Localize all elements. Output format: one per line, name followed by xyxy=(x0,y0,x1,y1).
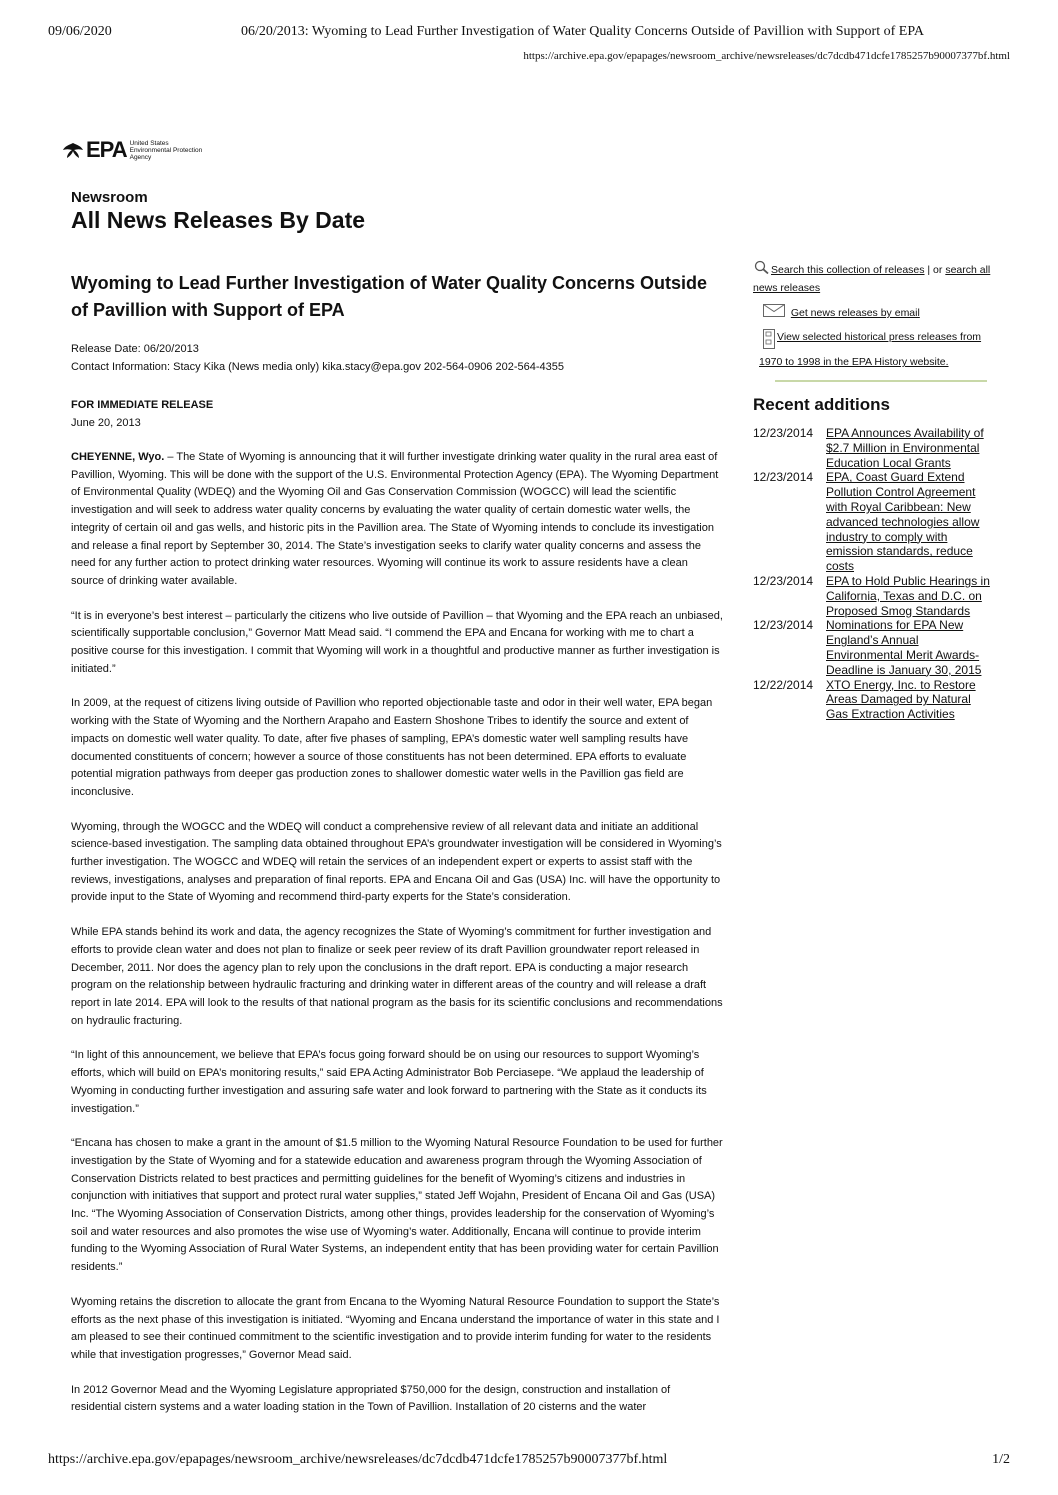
release-label: FOR IMMEDIATE RELEASE xyxy=(71,399,214,411)
page-title: All News Releases By Date xyxy=(71,207,366,233)
article-paragraph: In 2012 Governor Mead and the Wyoming Legislature appropriated $750,000 for the design, construction and installation of residential cistern systems and a water loading station in the Town of Pavillion. Installation of 20 cisterns and the water xyxy=(71,1383,671,1414)
recent-item-link[interactable]: EPA Announces Availability of $2.7 Million in Environmental Education Local Grants xyxy=(826,426,984,470)
recent-item xyxy=(753,574,993,618)
history-releases-link[interactable]: View selected historical press releases from 1970 to 1998 in the EPA History website. xyxy=(759,331,982,368)
logo-agency-name: United States Environmental Protection Agency xyxy=(129,139,203,161)
article-paragraph: “It is in everyone’s best interest – particularly the citizens who live outside of Pavillion – that Wyoming and the EPA reach an unbiased, scientifically supportable conclusion,” Governor Matt Mead said. “I commend the EPA and Encana for working with me to chart a positive course for this investigation. I commit that Wyoming will work in a thoughtful and productive manner as further investigation is initiated.” xyxy=(71,609,723,675)
article-paragraph: While EPA stands behind its work and data, the agency recognizes the State of Wyoming’s commitment for further investigation and efforts to provide clean water and does not plan to finalize or seek peer review of its draft Pavillion groundwater report released in December, 2011. Nor does the agency plan to rely upon the conclusions in the draft report. EPA is conducting a major research program on the relationship between hydraulic fracturing and drinking water in different areas of the country and will release a draft report in late 2014. EPA will look to the results of that national program as the basis for its scientific conclusions and recommendations on hydraulic fracturing. xyxy=(71,926,723,1027)
article-paragraph: Wyoming, through the WOGCC and the WDEQ will conduct a comprehensive review of all relevant data and initiate an additional science-based investigation. The sampling data obtained throughout EPA’s groundwater investigation will be considered in Wyoming’s further investigation. The WOGCC and WDEQ will retain the services of an independent expert or experts to assist staff with the reviews, investigations, analyses and preparation of final reports. EPA and Encana Oil and Gas (USA) Inc. will have the opportunity to provide input to the State of Wyoming and recommend third-party experts for the State’s consideration. xyxy=(71,820,722,904)
recent-item xyxy=(753,678,993,722)
paragraph-text: – The State of Wyoming is announcing that it will further investigate drinking water quality in the rural area east of Pavillion, Wyoming. This will be done with the support of the U.S. Environmental Protection Agency (EPA). The Wyoming Department of Environmental Quality (WDEQ) and the Wyoming Oil and Gas Conservation Commission (WOGCC) will lead the scientific investigation and will seek to address water quality concerns by evaluating the water quality of certain domestic water wells, the integrity of certain oil and gas wells, and historic pits in the Pavillion area. The State of Wyoming intends to conclude its investigation and release a final report by September 30, 2014. The State’s investigation seeks to clarify water quality concerns and assess the need for any further action to protect drinking water resources. Wyoming will continue its work to assure residents have a clean source of drinking water available. xyxy=(71,451,719,587)
magnifier-icon xyxy=(753,260,771,280)
recent-item-link[interactable]: Nominations for EPA New England’s Annual Environmental Merit Awards-Deadline is January 30, 2015 xyxy=(826,618,982,677)
dateline: CHEYENNE, Wyo. xyxy=(71,451,165,463)
recent-item xyxy=(753,470,993,574)
article-paragraph: “Encana has chosen to make a grant in the amount of $1.5 million to the Wyoming Natural Resource Foundation to be used for further investigation by the State of Wyoming and for a statewide education and awareness program through the Wyoming Association of Conservation Districts related to best practices and permitting guidelines for the benefit of Wyoming’s citizens and industries in conjunction with initiatives that support and protect rural water supplies,” stated Jeff Wojahn, President of Encana Oil and Gas (USA) Inc. “The Wyoming Association of Conservation Districts, among other things, provides leadership for the conservation of Wyoming’s soil and water resources and also promotes the wise use of Wyoming’s water. Additionally, Encana will continue to provide interim funding to the Wyoming Association of Rural Water Systems, an independent entity that has been providing water for certain Pavillion residents.” xyxy=(71,1137,723,1274)
archive-document-icon xyxy=(763,329,775,354)
recent-item-link[interactable]: XTO Energy, Inc. to Restore Areas Damaged by Natural Gas Extraction Activities xyxy=(826,677,976,722)
article-paragraph: In 2009, at the request of citizens living outside of Pavillion who reported objectionable taste and odor in their well water, EPA began working with the State of Wyoming and the Northern Arapaho and Eastern Shoshone Tribes to identify the source and extent of impacts on domestic well water quality. To date, after five phases of sampling, EPA’s domestic water well sampling results have documented constituents of concern; however a source of those constituents has not been determined. EPA efforts to evaluate potential migration pathways from deeper gas production zones to shallower domestic water wells in the Pavillion gas field are inconclusive. xyxy=(71,697,713,798)
search-collection-link[interactable]: Search this collection of releases xyxy=(771,263,925,276)
recent-item-date: 12/23/2014 xyxy=(753,470,814,485)
contact-info: Contact Information: Stacy Kika (News media only) kika.stacy@epa.gov 202-564-0906 202-564-4355 xyxy=(71,361,564,373)
release-date: Release Date: 06/20/2013 xyxy=(71,343,199,355)
sidebar-divider xyxy=(775,380,987,382)
search-all-link[interactable]: search all news releases xyxy=(753,263,991,294)
epa-flower-icon xyxy=(62,141,84,159)
article-paragraph: “In light of this announcement, we believe that EPA’s focus going forward should be on using our resources to support Wyoming’s efforts, which will build on EPA’s monitoring results,” said EPA Acting Administrator Bob Perciasepe. “We applaud the leadership of Wyoming in conducting further investigation and assuring safe water and look forward to partnering with the State as it conducts its investigation.” xyxy=(71,1049,707,1115)
section-label: Newsroom xyxy=(71,189,148,206)
recent-item-date: 12/23/2014 xyxy=(753,426,814,440)
article-title: Wyoming to Lead Further Investigation of Water Quality Concerns Outside of Pavillion with Support of EPA xyxy=(71,273,708,320)
article-paragraph: Wyoming retains the discretion to allocate the grant from Encana to the Wyoming Natural Resource Foundation to support the State’s efforts as the next phase of this investigation is initiated. “Wyoming and Encana understand the importance of water in this state and I am pleased to see their continued commitment to the scientific investigation and to provide interim funding for water to the residents while that investigation progresses,” Governor Mead said. xyxy=(71,1295,720,1361)
search-separator: | or xyxy=(924,263,946,276)
epa-logo[interactable] xyxy=(62,139,210,161)
sidebar xyxy=(753,258,993,722)
email-releases-link[interactable]: Get news releases by email xyxy=(790,306,920,319)
release-date-line: June 20, 2013 xyxy=(71,417,141,429)
recent-item xyxy=(753,426,993,470)
recent-item-date: 12/23/2014 xyxy=(753,618,814,633)
recent-item xyxy=(753,618,993,677)
article-paragraph xyxy=(71,449,723,591)
email-link-row xyxy=(753,304,993,322)
recent-item-date: 12/22/2014 xyxy=(753,677,814,692)
recent-item-link[interactable]: EPA, Coast Guard Extend Pollution Control Agreement with Royal Caribbean: New advanced technologies allow industry to comply with emission standards, reduce costs xyxy=(826,470,980,574)
print-title: 06/20/2013: Wyoming to Lead Further Investigation of Water Quality Concerns Outside of Pavillion with Support of EPA xyxy=(241,24,924,39)
page-number: 1/2 xyxy=(992,1452,1010,1467)
footer-url: https://archive.epa.gov/epapages/newsroom_archive/newsreleases/dc7dcdb471dcfe1785257b90007377bf.html xyxy=(48,1452,668,1467)
recent-item-link[interactable]: EPA to Hold Public Hearings in California, Texas and D.C. on Proposed Smog Standards xyxy=(826,573,990,618)
print-date: 09/06/2020 xyxy=(48,24,112,39)
press-release xyxy=(71,270,723,1417)
recent-additions-title: Recent additions xyxy=(753,395,890,414)
recent-additions-list xyxy=(753,426,993,722)
logo-wordmark: EPA xyxy=(86,137,127,162)
history-link-row xyxy=(753,329,993,370)
print-url: https://archive.epa.gov/epapages/newsroom_archive/newsreleases/dc7dcdb471dcfe1785257b90007377bf.html xyxy=(523,50,1010,62)
search-links xyxy=(753,260,993,296)
envelope-icon xyxy=(763,304,785,322)
recent-item-date: 12/23/2014 xyxy=(753,573,814,588)
